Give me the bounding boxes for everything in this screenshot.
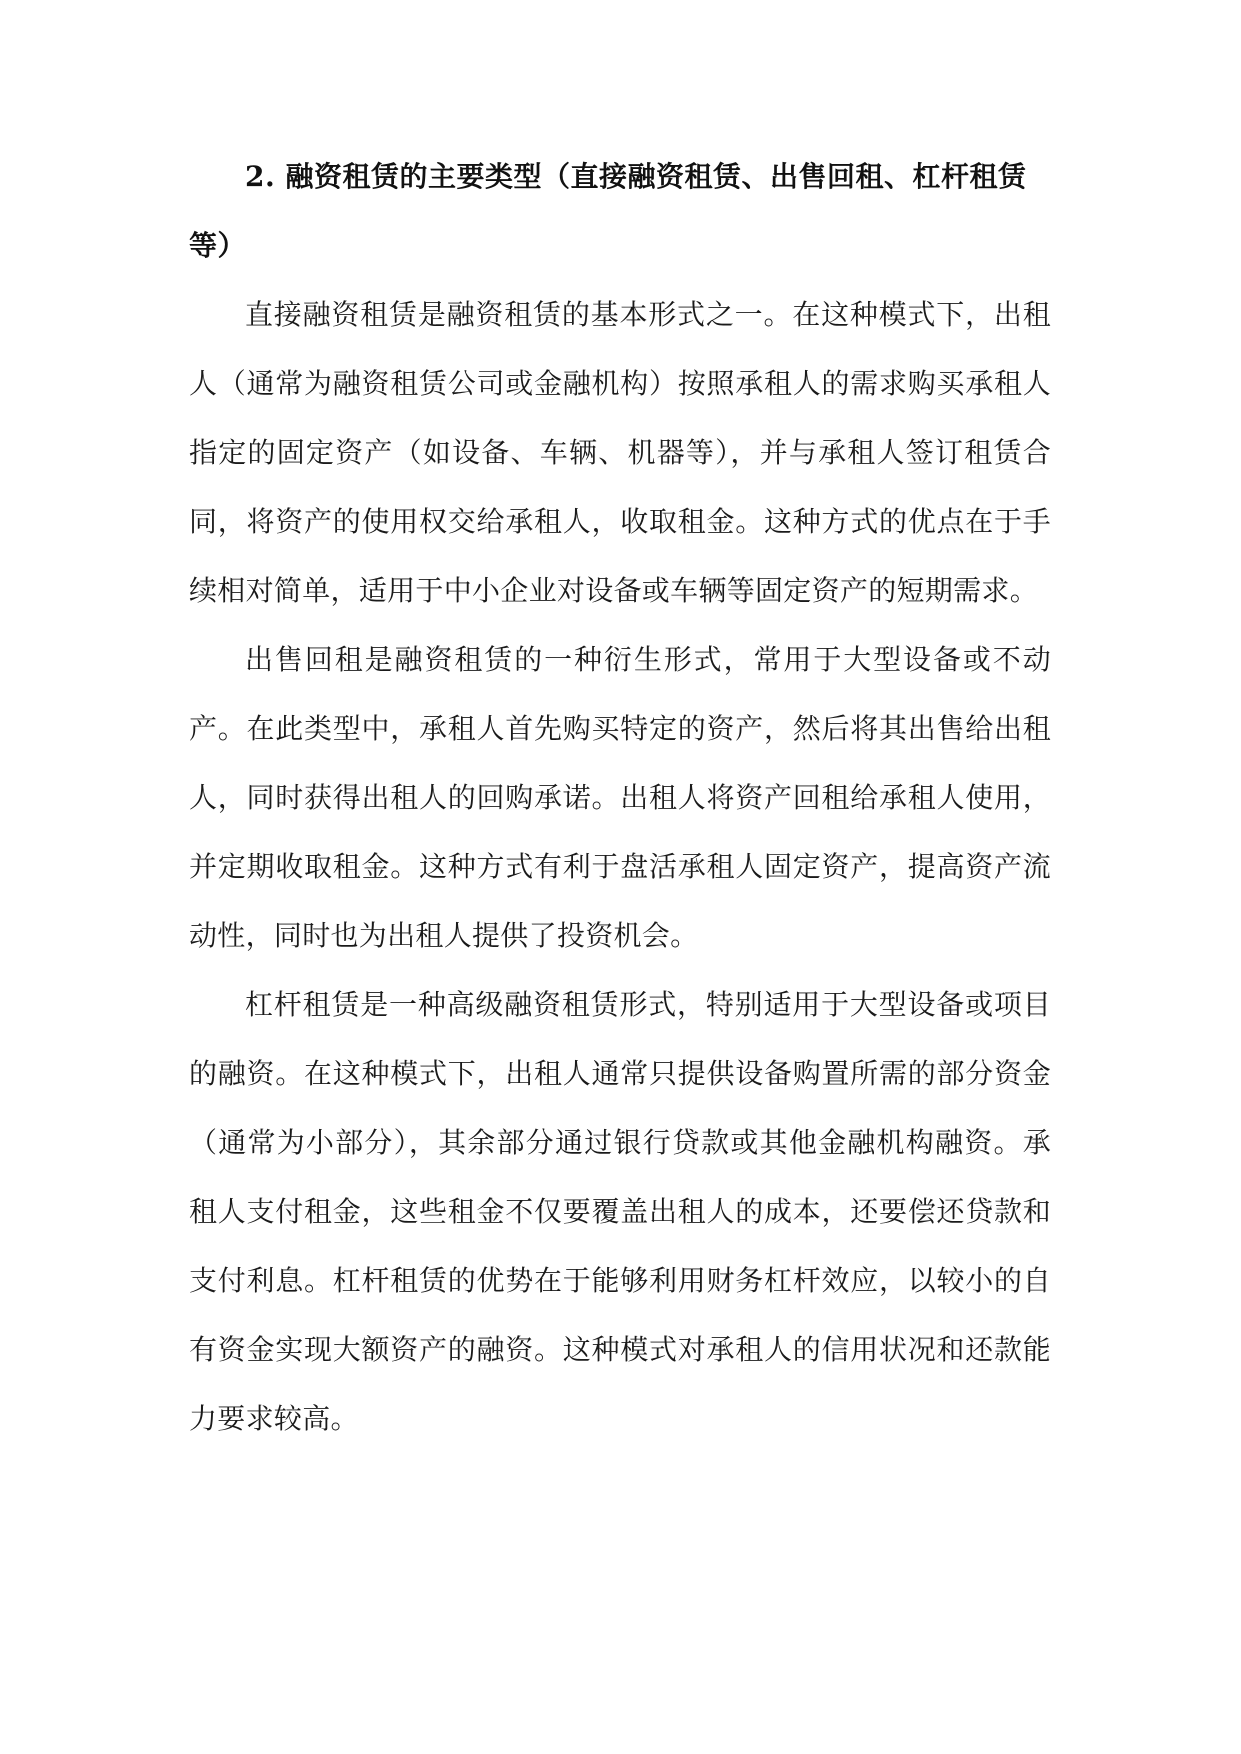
paragraph-direct-leasing: 直接融资租赁是融资租赁的基本形式之一。在这种模式下，出租人（通常为融资租赁公司或金融机构）按照承租人的需求购买承租人指定的固定资产（如设备、车辆、机器等），并与承租人签订租赁合同，将资产的使用权交给承租人，收取租金。这种方式的优点在于手续相对简单，适用于中小企业对设备或车辆等固定资产的短期需求。: [189, 298, 1051, 607]
document-body: [189, 142, 1051, 1453]
section-heading: 2. 融资租赁的主要类型（直接融资租赁、出售回租、杠杆租赁等）: [189, 160, 1027, 262]
paragraph-sale-leaseback: 出售回租是融资租赁的一种衍生形式，常用于大型设备或不动产。在此类型中，承租人首先购买特定的资产，然后将其出售给出租人，同时获得出租人的回购承诺。出租人将资产回租给承租人使用，并定期收取租金。这种方式有利于盘活承租人固定资产，提高资产流动性，同时也为出租人提供了投资机会。: [189, 643, 1051, 952]
paragraph-leveraged-leasing: 杠杆租赁是一种高级融资租赁形式，特别适用于大型设备或项目的融资。在这种模式下，出租人通常只提供设备购置所需的部分资金（通常为小部分），其余部分通过银行贷款或其他金融机构融资。承租人支付租金，这些租金不仅要覆盖出租人的成本，还要偿还贷款和支付利息。杠杆租赁的优势在于能够利用财务杠杆效应，以较小的自有资金实现大额资产的融资。这种模式对承租人的信用状况和还款能力要求较高。: [189, 988, 1051, 1435]
